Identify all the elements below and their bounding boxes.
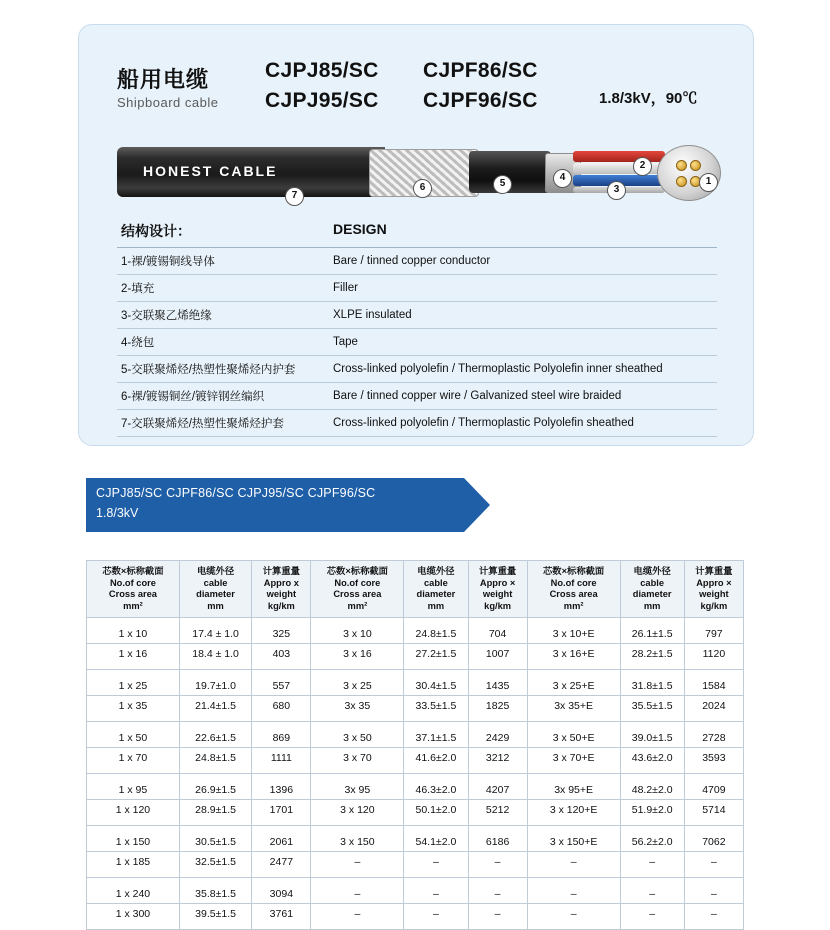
col-header-en1: No.of core <box>550 577 597 588</box>
callout-1: 1 <box>699 173 718 192</box>
table-cell: 704 <box>468 618 527 644</box>
design-row <box>117 383 717 410</box>
col-header-cn: 电缆外径 <box>196 566 235 576</box>
col-header-en1: No.of core <box>334 577 381 588</box>
col-header-unit: kg/km <box>484 600 512 611</box>
table-cell: 30.4±1.5 <box>404 670 468 696</box>
col-header-unit: kg/km <box>267 600 295 611</box>
table-cell: 39.0±1.5 <box>620 722 684 748</box>
spec-col-header <box>404 561 468 618</box>
table-cell: – <box>684 852 743 878</box>
table-row <box>87 878 744 904</box>
product-code: CJPJ95/SC <box>265 89 379 112</box>
table-cell: – <box>684 878 743 904</box>
table-cell: 1825 <box>468 696 527 722</box>
table-cell: 3593 <box>684 748 743 774</box>
table-cell: 35.8±1.5 <box>179 878 251 904</box>
design-row-en: Tape <box>333 336 358 348</box>
callout-5: 5 <box>493 175 512 194</box>
table-cell: 3 x 70 <box>311 748 404 774</box>
table-cell: – <box>527 852 620 878</box>
table-cell: – <box>404 904 468 930</box>
table-cell: 7062 <box>684 826 743 852</box>
table-cell: 1 x 16 <box>87 644 180 670</box>
design-row-cn: 2-填充 <box>121 283 155 295</box>
table-cell: 3 x 120 <box>311 800 404 826</box>
design-row-en: Bare / tinned copper wire / Galvanized steel wire braided <box>333 390 622 402</box>
table-cell: 1 x 25 <box>87 670 180 696</box>
design-legend-table <box>117 221 717 437</box>
col-header-unit: kg/km <box>700 600 728 611</box>
col-header-cn: 计算重量 <box>695 566 733 576</box>
table-cell: 3x 35 <box>311 696 404 722</box>
col-header-en2: Cross area <box>549 589 598 600</box>
cable-brand-text: HONEST CABLE <box>143 163 278 179</box>
table-cell: 37.1±1.5 <box>404 722 468 748</box>
table-cell: 26.9±1.5 <box>179 774 251 800</box>
col-header-cn: 芯数×标称截面 <box>543 566 605 576</box>
table-cell: 1 x 300 <box>87 904 180 930</box>
table-cell: 22.6±1.5 <box>179 722 251 748</box>
table-cell: 3 x 150+E <box>527 826 620 852</box>
design-row-en: Filler <box>333 282 358 294</box>
spec-col-header <box>311 561 404 618</box>
table-cell: 39.5±1.5 <box>179 904 251 930</box>
table-cell: 1 x 10 <box>87 618 180 644</box>
col-header-unit: mm <box>643 600 661 611</box>
table-cell: 5212 <box>468 800 527 826</box>
table-cell: 3 x 25+E <box>527 670 620 696</box>
table-cell: – <box>620 852 684 878</box>
table-cell: 797 <box>684 618 743 644</box>
col-header-en1: Appro x <box>263 577 299 588</box>
spec-col-header <box>468 561 527 618</box>
table-cell: 50.1±2.0 <box>404 800 468 826</box>
table-cell: 1 x 240 <box>87 878 180 904</box>
banner-line-2: 1.8/3kV <box>96 506 139 520</box>
design-heading-cn: 结构设计： <box>121 223 191 239</box>
product-code: CJPF96/SC <box>423 89 538 112</box>
table-cell: 1 x 70 <box>87 748 180 774</box>
table-cell: – <box>468 904 527 930</box>
spec-header-row <box>87 561 744 618</box>
table-row <box>87 852 744 878</box>
table-cell: 1 x 150 <box>87 826 180 852</box>
design-row-cn: 1-裸/镀锡铜线导体 <box>121 256 215 268</box>
design-row-en: Bare / tinned copper conductor <box>333 255 491 267</box>
table-cell: 3x 95 <box>311 774 404 800</box>
design-row <box>117 248 717 275</box>
core-red <box>573 151 665 162</box>
table-cell: 3 x 16 <box>311 644 404 670</box>
design-row <box>117 410 717 437</box>
callout-3: 3 <box>607 181 626 200</box>
design-row-en: Cross-linked polyolefin / Thermoplastic Polyolefin inner sheathed <box>333 363 663 375</box>
design-row <box>117 275 717 302</box>
table-cell: 28.2±1.5 <box>620 644 684 670</box>
col-header-en1: Appro × <box>696 577 732 588</box>
col-header-unit: mm <box>207 600 224 611</box>
table-row <box>87 904 744 930</box>
copper-wire-strand <box>676 160 687 171</box>
table-cell: – <box>684 904 743 930</box>
table-cell: 1435 <box>468 670 527 696</box>
table-cell: 4207 <box>468 774 527 800</box>
table-cell: 3212 <box>468 748 527 774</box>
col-header-cn: 电缆外径 <box>417 566 455 576</box>
col-header-en2: weight <box>699 589 729 600</box>
table-cell: 51.9±2.0 <box>620 800 684 826</box>
col-header-en2: weight <box>482 589 513 600</box>
table-cell: – <box>468 852 527 878</box>
product-title-en: Shipboard cable <box>117 95 219 110</box>
table-cell: 3 x 10 <box>311 618 404 644</box>
table-cell: 26.1±1.5 <box>620 618 684 644</box>
design-row <box>117 302 717 329</box>
callout-2: 2 <box>633 157 652 176</box>
table-row <box>87 800 744 826</box>
spec-col-header <box>252 561 311 618</box>
design-row <box>117 356 717 383</box>
spec-table-banner <box>86 478 464 532</box>
table-cell: – <box>620 904 684 930</box>
col-header-unit: mm² <box>347 600 368 611</box>
table-cell: – <box>527 878 620 904</box>
col-header-cn: 芯数×标称截面 <box>102 566 164 576</box>
spec-col-header <box>620 561 684 618</box>
design-row-en: XLPE insulated <box>333 309 412 321</box>
col-header-en1: cable <box>203 577 228 588</box>
design-row-cn: 3-交联聚乙烯绝缘 <box>121 310 212 322</box>
design-row-en: Cross-linked polyolefin / Thermoplastic Polyolefin sheathed <box>333 417 634 429</box>
copper-wire-strand <box>690 160 701 171</box>
table-cell: 1 x 185 <box>87 852 180 878</box>
spec-col-header <box>684 561 743 618</box>
callout-7: 7 <box>285 187 304 206</box>
table-cell: – <box>404 878 468 904</box>
table-cell: 35.5±1.5 <box>620 696 684 722</box>
spec-col-header <box>87 561 180 618</box>
design-row-cn: 7-交联聚烯烃/热塑性聚烯烃护套 <box>121 418 284 430</box>
design-row <box>117 329 717 356</box>
callout-4: 4 <box>553 169 572 188</box>
table-cell: 24.8±1.5 <box>404 618 468 644</box>
table-cell: 4709 <box>684 774 743 800</box>
table-row <box>87 670 744 696</box>
table-cell: 1584 <box>684 670 743 696</box>
product-code: CJPF86/SC <box>423 59 538 82</box>
table-cell: 21.4±1.5 <box>179 696 251 722</box>
table-row <box>87 722 744 748</box>
table-cell: 3x 95+E <box>527 774 620 800</box>
table-cell: 41.6±2.0 <box>404 748 468 774</box>
col-header-en2: Cross area <box>108 589 157 600</box>
table-cell: 1 x 35 <box>87 696 180 722</box>
table-cell: 31.8±1.5 <box>620 670 684 696</box>
table-cell: – <box>404 852 468 878</box>
table-cell: 2728 <box>684 722 743 748</box>
col-header-en2: diameter <box>416 589 456 600</box>
table-cell: 3761 <box>252 904 311 930</box>
table-cell: 6186 <box>468 826 527 852</box>
table-cell: – <box>527 904 620 930</box>
spec-col-header <box>179 561 251 618</box>
col-header-cn: 计算重量 <box>479 566 517 576</box>
table-row <box>87 774 744 800</box>
table-cell: 5714 <box>684 800 743 826</box>
col-header-unit: mm² <box>123 600 143 611</box>
table-cell: 24.8±1.5 <box>179 748 251 774</box>
col-header-en2: diameter <box>632 589 672 600</box>
col-header-en2: diameter <box>196 589 235 600</box>
table-cell: – <box>311 852 404 878</box>
col-header-cn: 芯数×标称截面 <box>326 566 388 576</box>
table-cell: 2477 <box>252 852 311 878</box>
table-cell: – <box>468 878 527 904</box>
table-cell: – <box>311 904 404 930</box>
table-cell: 1 x 50 <box>87 722 180 748</box>
table-cell: 403 <box>252 644 311 670</box>
table-cell: 680 <box>252 696 311 722</box>
design-row-cn: 5-交联聚烯烃/热塑性聚烯烃内护套 <box>121 364 296 376</box>
design-row-cn: 6-裸/镀锡铜丝/镀锌钢丝编织 <box>121 391 265 403</box>
table-cell: 3 x 16+E <box>527 644 620 670</box>
specification-table <box>86 560 744 930</box>
table-cell: 1701 <box>252 800 311 826</box>
table-cell: 18.4 ± 1.0 <box>179 644 251 670</box>
design-heading-en: DESIGN <box>333 221 387 237</box>
col-header-en1: cable <box>424 577 448 588</box>
table-cell: 2061 <box>252 826 311 852</box>
col-header-en2: Cross area <box>333 589 382 600</box>
product-code: CJPJ85/SC <box>265 59 379 82</box>
col-header-en1: No.of core <box>109 577 156 588</box>
table-row <box>87 748 744 774</box>
col-header-unit: mm² <box>563 600 584 611</box>
table-cell: 1007 <box>468 644 527 670</box>
table-cell: 48.2±2.0 <box>620 774 684 800</box>
table-cell: 3094 <box>252 878 311 904</box>
col-header-unit: mm <box>427 600 445 611</box>
table-row <box>87 618 744 644</box>
callout-6: 6 <box>413 179 432 198</box>
table-cell: 3 x 10+E <box>527 618 620 644</box>
table-cell: 1111 <box>252 748 311 774</box>
table-row <box>87 644 744 670</box>
col-header-cn: 电缆外径 <box>633 566 671 576</box>
table-cell: – <box>311 878 404 904</box>
col-header-en1: Appro × <box>479 577 516 588</box>
table-cell: 3 x 25 <box>311 670 404 696</box>
table-cell: 32.5±1.5 <box>179 852 251 878</box>
table-cell: 869 <box>252 722 311 748</box>
table-cell: – <box>620 878 684 904</box>
table-cell: 3 x 50 <box>311 722 404 748</box>
table-cell: 43.6±2.0 <box>620 748 684 774</box>
table-cell: 1 x 95 <box>87 774 180 800</box>
cable-cutaway-illustration <box>117 137 717 205</box>
table-cell: 3x 35+E <box>527 696 620 722</box>
table-cell: 1396 <box>252 774 311 800</box>
product-title-cn: 船用电缆 <box>117 67 210 92</box>
table-row <box>87 826 744 852</box>
table-cell: 1 x 120 <box>87 800 180 826</box>
product-code-list <box>265 59 555 113</box>
table-cell: 557 <box>252 670 311 696</box>
table-cell: 2024 <box>684 696 743 722</box>
table-cell: 1120 <box>684 644 743 670</box>
col-header-en2: weight <box>266 589 297 600</box>
copper-wire-strand <box>676 176 687 187</box>
voltage-rating: 1.8/3kV，90℃ <box>599 90 698 107</box>
table-cell: 3 x 150 <box>311 826 404 852</box>
design-legend-header <box>117 221 717 248</box>
table-cell: 19.7±1.0 <box>179 670 251 696</box>
table-cell: 28.9±1.5 <box>179 800 251 826</box>
product-header <box>117 59 717 139</box>
table-cell: 3 x 70+E <box>527 748 620 774</box>
table-cell: 325 <box>252 618 311 644</box>
banner-line-1: CJPJ85/SC CJPF86/SC CJPJ95/SC CJPF96/SC <box>96 486 376 500</box>
table-cell: 27.2±1.5 <box>404 644 468 670</box>
table-cell: 2429 <box>468 722 527 748</box>
table-cell: 46.3±2.0 <box>404 774 468 800</box>
table-cell: 3 x 120+E <box>527 800 620 826</box>
table-cell: 17.4 ± 1.0 <box>179 618 251 644</box>
design-row-cn: 4-绕包 <box>121 337 155 349</box>
product-overview-panel <box>78 24 754 446</box>
table-cell: 30.5±1.5 <box>179 826 251 852</box>
table-cell: 56.2±2.0 <box>620 826 684 852</box>
col-header-cn: 计算重量 <box>262 566 300 576</box>
col-header-en1: cable <box>640 577 665 588</box>
table-cell: 54.1±2.0 <box>404 826 468 852</box>
spec-col-header <box>527 561 620 618</box>
table-cell: 33.5±1.5 <box>404 696 468 722</box>
table-cell: 3 x 50+E <box>527 722 620 748</box>
table-row <box>87 696 744 722</box>
